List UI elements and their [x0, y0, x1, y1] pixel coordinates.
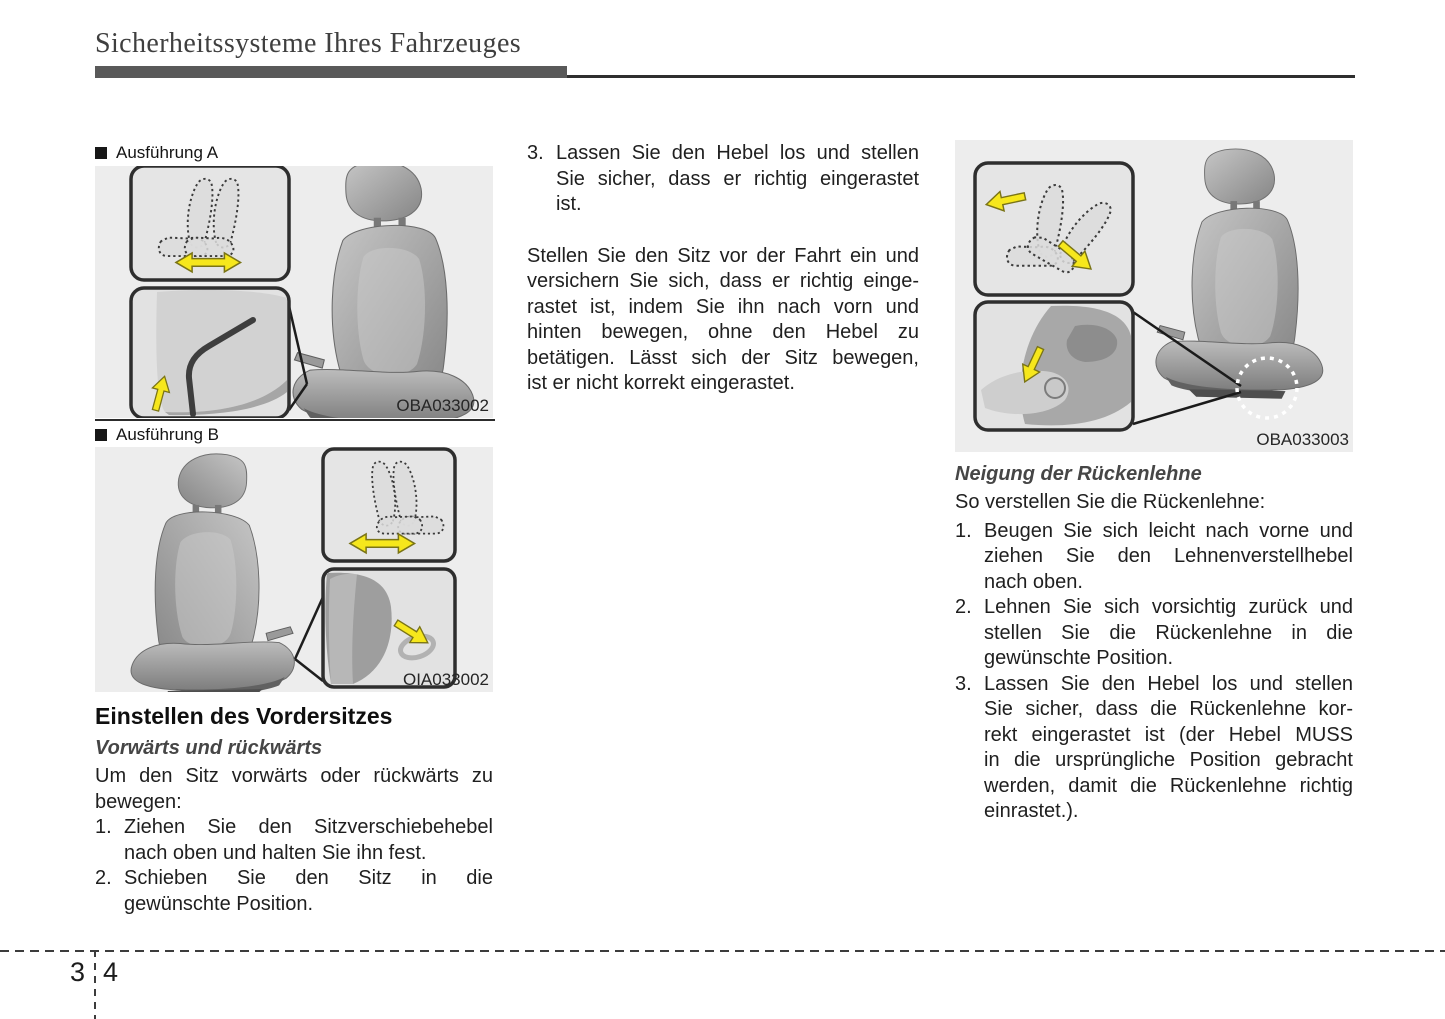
- text-line: Um den Sitz vorwärts oder rückwärts zu: [95, 765, 493, 787]
- note-paragraph: [527, 244, 919, 397]
- section-front-seat-adjust: [95, 702, 493, 917]
- header-bar-thin: [567, 75, 1355, 78]
- figure-a-label-text: Ausführung A: [116, 143, 219, 162]
- figure-c-seat-recline: [955, 140, 1353, 452]
- text-line: versichern Sie sich, dass er richtig einge-: [527, 270, 919, 292]
- inset-recline-lever: [975, 302, 1133, 430]
- step-number: 1.: [95, 816, 112, 838]
- text-line: Sie sicher, dass er richtig eingerastet: [556, 167, 919, 190]
- figure-b-caption: OIA033002: [402, 670, 489, 689]
- figure-b-label: [95, 425, 219, 445]
- inset-slide-lever: [131, 288, 289, 418]
- step-item: [95, 815, 493, 866]
- text-line: hinten bewegen, ohne den Hebel zu: [527, 321, 919, 343]
- inset-slide-directions: [131, 166, 289, 280]
- figure-b-seat-slide: [95, 447, 493, 692]
- text-line: gewünschte Position.: [984, 647, 1174, 669]
- text-line: Sie sicher, dass die Rückenlehne kor-: [984, 698, 1353, 720]
- middle-column: [527, 141, 919, 397]
- step-text: [556, 141, 919, 218]
- step-text: [124, 866, 493, 917]
- chapter-number: 3: [70, 957, 86, 987]
- step-text: [124, 815, 493, 866]
- figure-c-caption: OBA033003: [1256, 430, 1349, 449]
- square-bullet-icon: [95, 429, 107, 441]
- text-line: rastet ist, indem Sie ihn nach vorn und: [527, 295, 919, 318]
- seat-slide-illustration-b: [95, 447, 493, 692]
- seat-recline-illustration: [955, 140, 1353, 452]
- text-line: Lehnen Sie sich vorsichtig zurück und: [984, 596, 1353, 618]
- seat-slide-illustration: [95, 166, 493, 418]
- text-line: Stellen Sie den Sitz vor der Fahrt ein und: [527, 244, 919, 267]
- figure-divider: [95, 419, 495, 421]
- section-backrest-recline: [955, 462, 1353, 825]
- header-bar-thick: [95, 66, 567, 78]
- figure-a-caption: OBA033002: [396, 396, 489, 415]
- step-item: [955, 595, 1353, 672]
- step-number: 1.: [955, 519, 972, 542]
- text-line: einrastet.).: [984, 800, 1079, 822]
- text-line: Ziehen Sie den Sitzverschiebehebel: [124, 816, 493, 838]
- square-bullet-icon: [95, 147, 107, 159]
- step-number: 3.: [527, 142, 544, 164]
- intro-paragraph: [95, 764, 493, 815]
- step-text: [984, 519, 1353, 596]
- intro-line: So verstellen Sie die Rückenlehne:: [955, 491, 1266, 513]
- footer-horizontal-dashed-line: [0, 950, 1445, 952]
- text-line: nach oben und halten Sie ihn fest.: [124, 841, 427, 864]
- page-title: Sicherheitssysteme Ihres Fahrzeuges: [95, 28, 522, 59]
- text-line: stellen Sie die Rückenlehne in die: [984, 621, 1353, 644]
- subsection-heading: Vorwärts und rückwärts: [95, 737, 323, 759]
- step-item: [955, 672, 1353, 825]
- step-number: 2.: [955, 596, 972, 618]
- text-line: ziehen Sie den Lehnenverstellhebel: [984, 545, 1353, 567]
- text-line: in die ursprüngliche Position gebracht: [984, 749, 1353, 771]
- inset-recline-directions: [975, 163, 1133, 295]
- section-heading: Einstellen des Vordersitzes: [95, 703, 393, 729]
- text-line: Lassen Sie den Hebel los und stellen: [556, 142, 919, 164]
- text-line: betätigen. Lässt sich der Sitz bewegen,: [527, 346, 919, 369]
- step-item: [955, 519, 1353, 596]
- page-number: 4: [103, 957, 119, 987]
- figure-a-seat-slide: [95, 166, 493, 418]
- text-line: ist er nicht korrekt eingerastet.: [527, 372, 795, 394]
- subsection-heading: Neigung der Rückenlehne: [955, 463, 1202, 485]
- step-text: [984, 595, 1353, 672]
- text-line: bewegen:: [95, 790, 182, 813]
- footer-vertical-dashed-line: [94, 950, 96, 1019]
- step-text: [984, 672, 1353, 825]
- text-line: Schieben Sie den Sitz in die: [124, 867, 493, 889]
- step-item: [95, 866, 493, 917]
- text-line: Beugen Sie sich leicht nach vorne und: [984, 519, 1353, 542]
- text-line: gewünschte Position.: [124, 892, 314, 915]
- text-line: werden, damit die Rückenlehne richtig: [984, 774, 1353, 797]
- inset-slide-directions: [323, 449, 455, 561]
- step-number: 3.: [955, 672, 972, 695]
- step-item: [527, 141, 919, 218]
- figure-a-label: [95, 143, 218, 163]
- text-line: Lassen Sie den Hebel los und stellen: [984, 672, 1353, 695]
- figure-b-label-text: Ausführung B: [116, 425, 220, 444]
- text-line: rekt eingerastet ist (der Hebel MUSS: [984, 723, 1353, 746]
- text-line: ist.: [556, 193, 582, 215]
- text-line: nach oben.: [984, 570, 1083, 593]
- step-number: 2.: [95, 867, 112, 889]
